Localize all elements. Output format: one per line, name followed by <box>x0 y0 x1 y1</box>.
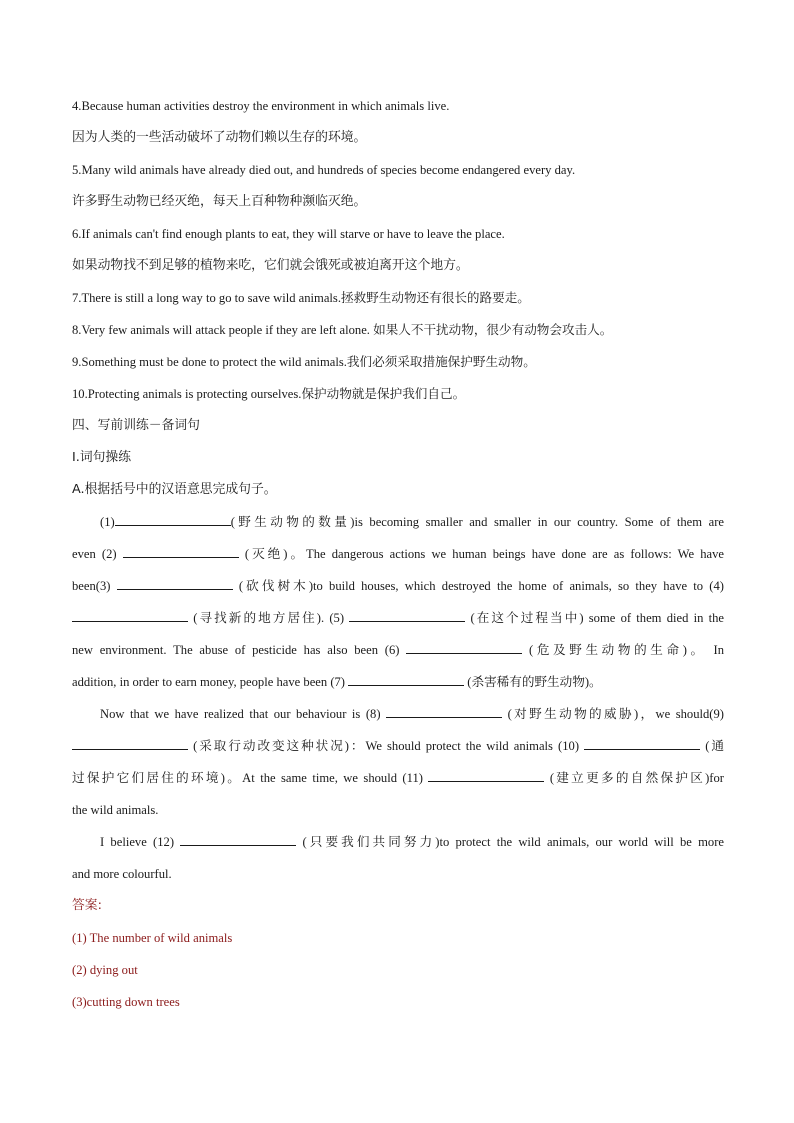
passage-text: (砍伐树木)to build houses, which destroyed the home of animals, so they have to (4) <box>232 579 724 593</box>
passage-text: Now that we have realized that our behaviour is (8) <box>100 707 387 721</box>
passage-line <box>72 800 724 820</box>
passage-text: even (2) <box>72 547 123 561</box>
passage-text: (1) <box>100 515 115 529</box>
passage-text: (只要我们共同努力)to protect the wild animals, our world will be more <box>296 835 724 849</box>
passage-line <box>72 768 724 788</box>
answer-blank[interactable] <box>72 737 188 750</box>
answer-3: (3)cutting down trees <box>72 995 180 1009</box>
passage-line <box>72 640 724 660</box>
answer-blank[interactable] <box>115 513 231 526</box>
passage-line <box>72 704 724 724</box>
answer-1: (1) The number of wild animals <box>72 931 233 945</box>
sentence-8: 8.Very few animals will attack people if they are left alone. 如果人不干扰动物，很少有动物会攻击人。 <box>72 323 613 337</box>
passage-text: (寻找新的地方居住). (5) <box>188 611 350 625</box>
sentence-4-en: 4.Because human activities destroy the environment in which animals live. <box>72 99 450 113</box>
answer-blank[interactable] <box>428 769 544 782</box>
sentence-4-zh: 因为人类的一些活动破坏了动物们赖以生存的环境。 <box>72 130 367 145</box>
answer-blank[interactable] <box>180 833 296 846</box>
instruction: A.根据括号中的汉语意思完成句子。 <box>72 482 277 497</box>
passage-line <box>72 736 724 756</box>
sentence-6-en: 6.If animals can't find enough plants to eat, they will starve or have to leave the place. <box>72 227 505 241</box>
passage-line <box>72 544 724 564</box>
passage-line <box>72 832 724 852</box>
answer-blank[interactable] <box>123 545 239 558</box>
passage-text: (危及野生动物的生命)。 In <box>522 643 724 657</box>
passage-text: (野生动物的数量)is becoming smaller and smaller in our country. Some of them are <box>230 515 724 529</box>
passage-text: and more colourful. <box>72 867 172 881</box>
passage-line <box>72 864 724 884</box>
sentence-10: 10.Protecting animals is protecting ourselves.保护动物就是保护我们自己。 <box>72 387 466 401</box>
passage-text: been(3) <box>72 579 117 593</box>
passage-text: (采取行动改变这种状况)：We should protect the wild animals (10) <box>188 739 585 753</box>
passage-text: new environment. The abuse of pesticide has also been (6) <box>72 643 407 657</box>
passage-text: the wild animals. <box>72 803 159 817</box>
answer-2: (2) dying out <box>72 963 138 977</box>
section-title: 四、写前训练－备词句 <box>72 418 200 433</box>
passage-text: (对野生动物的威胁)，we should(9) <box>502 707 724 721</box>
answer-label: 答案: <box>72 898 102 913</box>
sentence-5-zh: 许多野生动物已经灭绝，每天上百种物种濒临灭绝。 <box>72 194 367 209</box>
answer-blank[interactable] <box>72 609 188 622</box>
passage-line <box>72 576 724 596</box>
sentence-9: 9.Something must be done to protect the wild animals.我们必须采取措施保护野生动物。 <box>72 355 536 369</box>
passage-text: 过保护它们居住的环境)。At the same time, we should (11) <box>72 771 429 785</box>
passage-line <box>72 512 724 532</box>
sentence-6-zh: 如果动物找不到足够的植物来吃，它们就会饿死或被迫离开这个地方。 <box>72 258 469 273</box>
passage-line <box>72 672 724 692</box>
sentence-5-en: 5.Many wild animals have already died out, and hundreds of species become endangered every day. <box>72 163 576 177</box>
subsection-title: I.词句操练 <box>72 450 132 465</box>
sentence-7: 7.There is still a long way to go to save wild animals.拯救野生动物还有很长的路要走。 <box>72 291 530 305</box>
passage-text: addition, in order to earn money, people have been (7) <box>72 675 349 689</box>
answer-blank[interactable] <box>349 609 465 622</box>
answer-blank[interactable] <box>117 577 233 590</box>
passage-text: I believe (12) <box>100 835 181 849</box>
passage-text: (在这个过程当中) some of them died in the <box>465 611 724 625</box>
answer-blank[interactable] <box>584 737 700 750</box>
passage-text: (建立更多的自然保护区)for <box>544 771 724 785</box>
passage-line <box>72 608 724 628</box>
answer-blank[interactable] <box>348 673 464 686</box>
answer-blank[interactable] <box>406 641 522 654</box>
passage-text: (灭绝)。The dangerous actions we human beings have done are as follows: We have <box>238 547 724 561</box>
answer-blank[interactable] <box>386 705 502 718</box>
passage-text: (通 <box>700 739 724 753</box>
passage-text: (杀害稀有的野生动物)。 <box>464 675 602 689</box>
